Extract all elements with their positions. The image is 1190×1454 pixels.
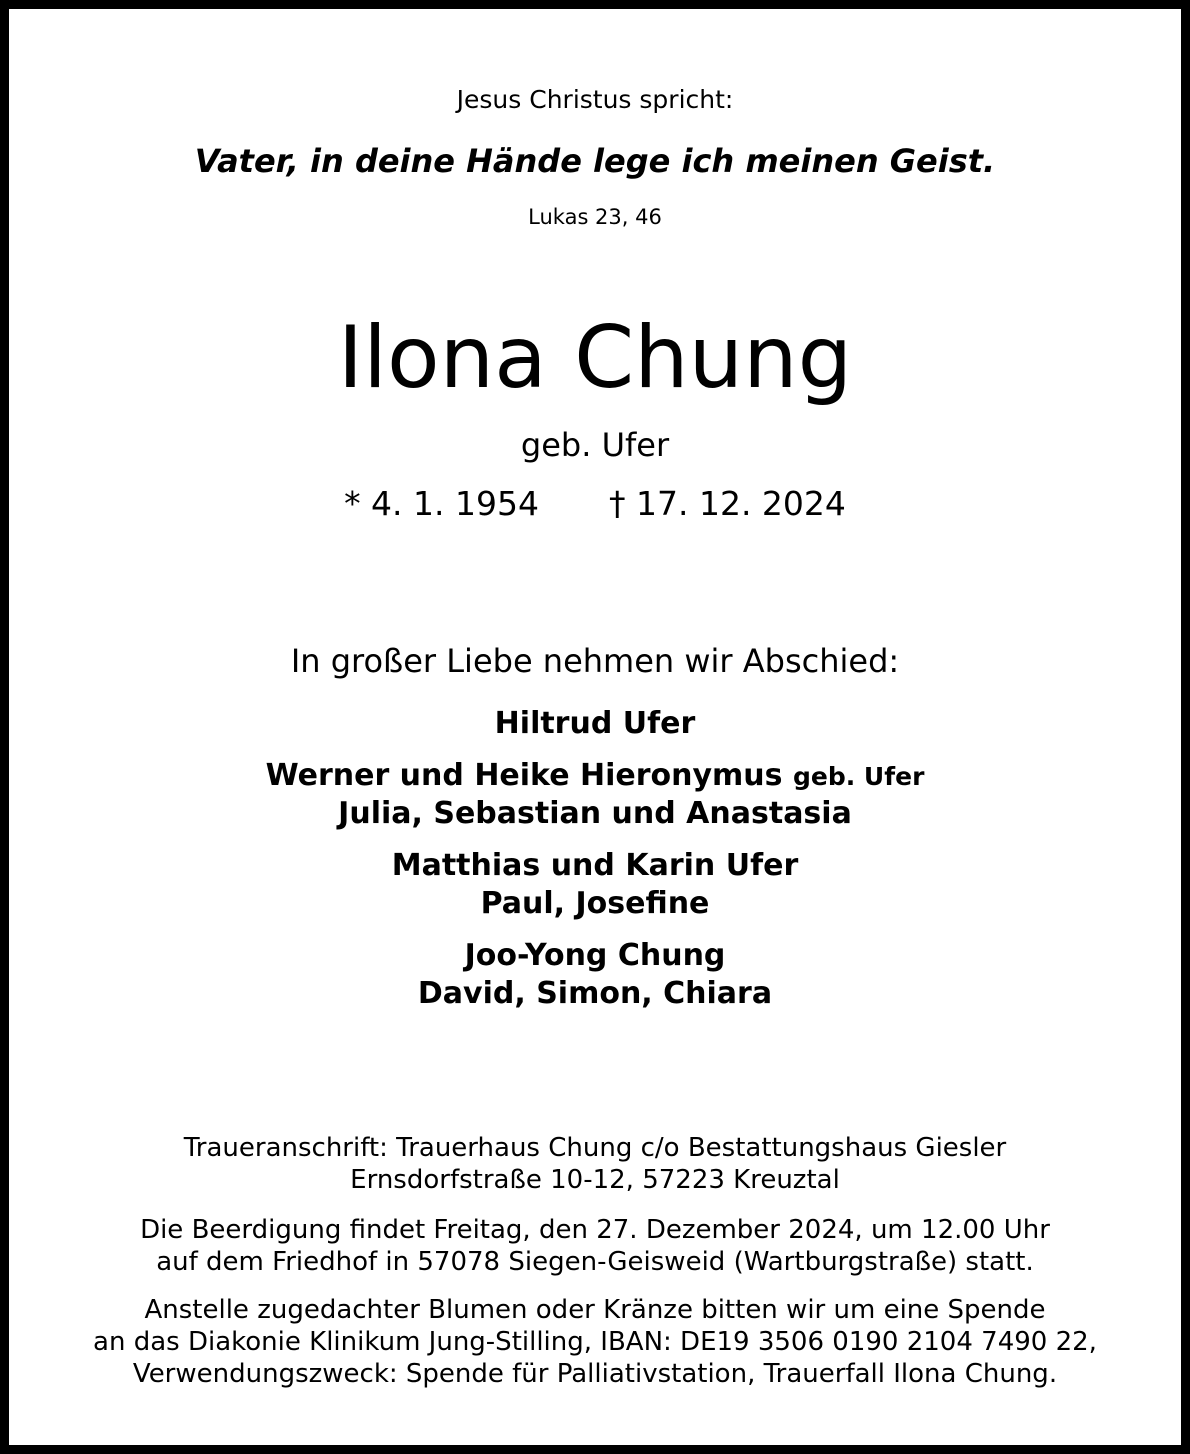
mourner-maiden-name: geb. Ufer bbox=[792, 762, 925, 791]
verse-intro: Jesus Christus spricht: bbox=[456, 85, 734, 114]
verse-source: Lukas 23, 46 bbox=[528, 205, 662, 229]
mourner-line bbox=[9, 706, 1181, 741]
death-date: † 17. 12. 2024 bbox=[609, 484, 846, 523]
mourner-name: Julia, Sebastian und Anastasia bbox=[338, 796, 852, 831]
mourner-line bbox=[9, 976, 1181, 1011]
donation-info-line: Anstelle zugedachter Blumen oder Kränze bitten wir um eine Spende bbox=[144, 1295, 1046, 1325]
birth-date: * 4. 1. 1954 bbox=[344, 484, 539, 523]
mourner-line bbox=[9, 938, 1181, 973]
mourner-name: Werner und Heike Hieronymus bbox=[265, 758, 783, 793]
mourner-line bbox=[9, 758, 1181, 793]
mourner-name: Paul, Josefine bbox=[480, 886, 710, 921]
funeral-info-line: auf dem Friedhof in 57078 Siegen-Geisweid (Wartburgstraße) statt. bbox=[156, 1247, 1034, 1277]
mourner-name: Hiltrud Ufer bbox=[494, 706, 696, 741]
mourner-line bbox=[9, 886, 1181, 921]
mourner-name: Joo-Yong Chung bbox=[464, 938, 726, 973]
donation-info-line: an das Diakonie Klinikum Jung-Stilling, IBAN: DE19 3506 0190 2104 7490 22, bbox=[93, 1327, 1097, 1357]
mourner-name: Matthias und Karin Ufer bbox=[391, 848, 799, 883]
mourner-name: David, Simon, Chiara bbox=[417, 976, 773, 1011]
life-dates bbox=[9, 484, 1181, 523]
funeral-info-line: Die Beerdigung findet Freitag, den 27. Dezember 2024, um 12.00 Uhr bbox=[140, 1215, 1050, 1245]
verse-quote: Vater, in deine Hände lege ich meinen Geist. bbox=[194, 142, 996, 180]
maiden-name: geb. Ufer bbox=[520, 426, 670, 464]
mourner-line bbox=[9, 796, 1181, 831]
mourning-address-line: Ernsdorfstraße 10-12, 57223 Kreuztal bbox=[350, 1165, 840, 1195]
donation-info-line: Verwendungszweck: Spende für Palliativstation, Trauerfall Ilona Chung. bbox=[132, 1359, 1058, 1389]
mourner-line bbox=[9, 848, 1181, 883]
farewell-line: In großer Liebe nehmen wir Abschied: bbox=[290, 642, 900, 680]
mourning-address-line: Traueranschrift: Trauerhaus Chung c/o Bestattungshaus Giesler bbox=[183, 1133, 1007, 1163]
deceased-name: Ilona Chung bbox=[337, 308, 853, 408]
